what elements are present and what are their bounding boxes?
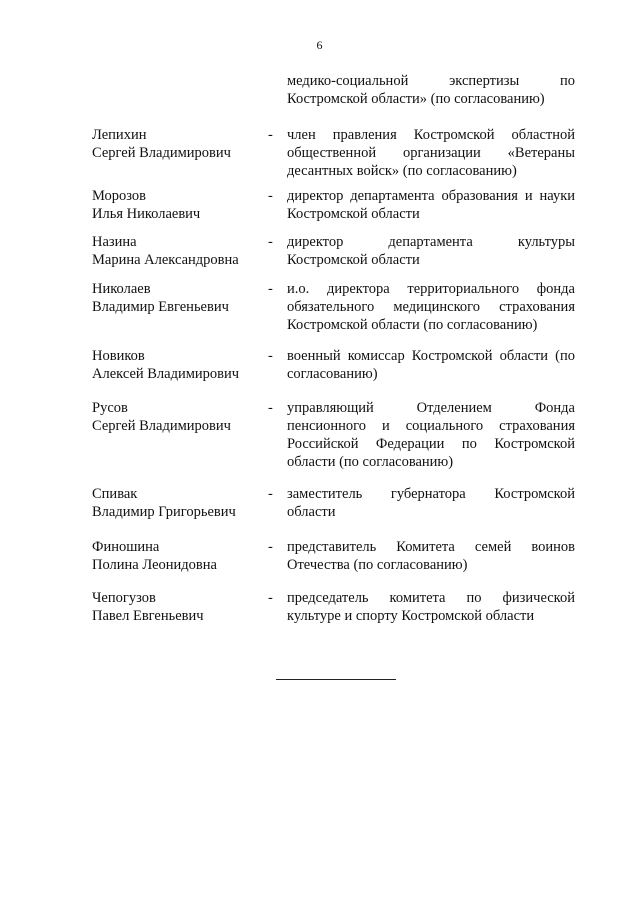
member-position — [287, 126, 575, 180]
position-line: военный комиссар Костромской области (по — [287, 348, 575, 364]
position-line: общественной организации «Ветераны — [287, 145, 575, 161]
member-name — [92, 233, 262, 269]
member-given-name: Владимир Евгеньевич — [92, 299, 229, 315]
position-line: член правления Костромской областной — [287, 127, 575, 143]
member-dash: - — [268, 234, 273, 250]
position-line: и.о. директора территориального фонда — [287, 281, 575, 297]
position-line: десантных войск» (по согласованию) — [287, 163, 517, 179]
position-line: согласованию) — [287, 366, 378, 382]
member-surname: Назина — [92, 234, 137, 250]
member-name — [92, 538, 262, 574]
member-name — [92, 347, 262, 383]
member-position — [287, 538, 575, 574]
member-given-name: Илья Николаевич — [92, 206, 201, 222]
member-name — [92, 485, 262, 521]
member-given-name: Сергей Владимирович — [92, 418, 231, 434]
member-position — [287, 347, 575, 383]
member-dash: - — [268, 590, 273, 606]
position-line: Отечества (по согласованию) — [287, 557, 468, 573]
position-line: обязательного медицинского страхования — [287, 299, 575, 315]
page-number: 6 — [316, 38, 323, 52]
member-dash: - — [268, 188, 273, 204]
member-given-name: Сергей Владимирович — [92, 145, 231, 161]
member-position — [287, 485, 575, 521]
position-line: председатель комитета по физической — [287, 590, 575, 606]
position-line: Костромской области — [287, 206, 420, 222]
member-given-name: Полина Леонидовна — [92, 557, 217, 573]
member-surname: Николаев — [92, 281, 151, 297]
member-dash: - — [268, 400, 273, 416]
member-position — [287, 280, 575, 334]
continuation-line: медико-социальной экспертизы по — [287, 73, 575, 89]
member-dash: - — [268, 539, 273, 555]
position-line: пенсионного и социального страхования — [287, 418, 575, 434]
member-surname: Русов — [92, 400, 128, 416]
position-line: области (по согласованию) — [287, 454, 454, 470]
member-name — [92, 399, 262, 435]
member-surname: Морозов — [92, 188, 147, 204]
member-position — [287, 233, 575, 269]
member-name — [92, 589, 262, 625]
position-line: Российской Федерации по Костромской — [287, 436, 575, 452]
member-name — [92, 187, 262, 223]
member-given-name: Владимир Григорьевич — [92, 504, 236, 520]
member-given-name: Марина Александровна — [92, 252, 239, 268]
member-name — [92, 280, 262, 316]
member-surname: Финошина — [92, 539, 160, 555]
member-dash: - — [268, 281, 273, 297]
member-dash: - — [268, 348, 273, 364]
continuation-text — [287, 72, 575, 108]
member-position — [287, 589, 575, 625]
member-surname: Чепогузов — [92, 590, 156, 606]
position-line: управляющий Отделением Фонда — [287, 400, 575, 416]
position-line: заместитель губернатора Костромской — [287, 486, 575, 502]
position-line: директор департамента культуры — [287, 234, 575, 250]
member-position — [287, 187, 575, 223]
position-line: области — [287, 504, 336, 520]
member-dash: - — [268, 486, 273, 502]
position-line: Костромской области — [287, 252, 420, 268]
position-line: представитель Комитета семей воинов — [287, 539, 575, 555]
continuation-line: Костромской области» (по согласованию) — [287, 91, 545, 107]
member-surname: Новиков — [92, 348, 145, 364]
member-name — [92, 126, 262, 162]
position-line: директор департамента образования и науки — [287, 188, 575, 204]
member-dash: - — [268, 127, 273, 143]
member-given-name: Павел Евгеньевич — [92, 608, 204, 624]
member-surname: Лепихин — [92, 127, 147, 143]
position-line: культуре и спорту Костромской области — [287, 608, 535, 624]
member-surname: Спивак — [92, 486, 138, 502]
closing-rule — [276, 679, 396, 680]
member-position — [287, 399, 575, 471]
member-given-name: Алексей Владимирович — [92, 366, 240, 382]
position-line: Костромской области (по согласованию) — [287, 317, 538, 333]
